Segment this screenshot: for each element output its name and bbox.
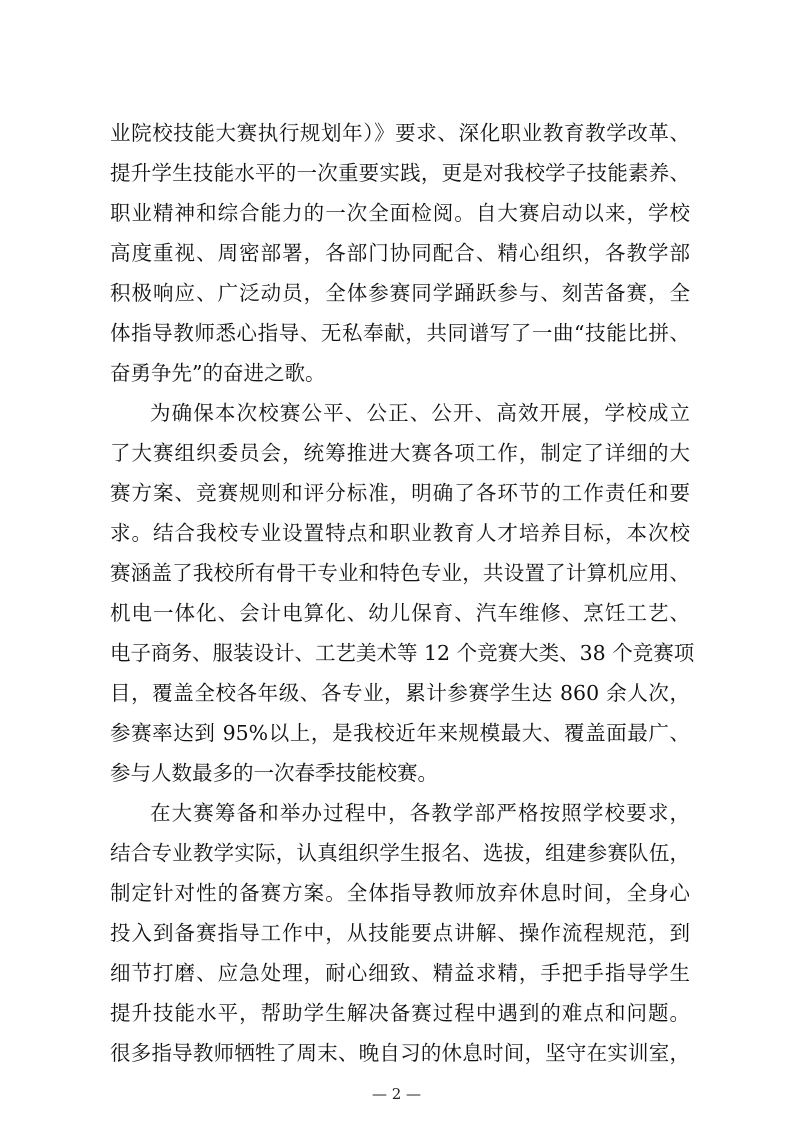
paragraph-3-line-4: 投入到备赛指导工作中，从技能要点讲解、操作流程规范，到 (110, 921, 690, 945)
paragraph-2-line-10: 参与人数最多的一次春季技能校赛。 (110, 761, 438, 785)
page-number: — 2 — (371, 1085, 422, 1103)
paragraph-3-line-7: 很多指导教师牺牲了周末、晚自习的休息时间，坚守在实训室， (110, 1041, 690, 1065)
paragraph-1-line-6: 体指导教师悉心指导、无私奉献，共同谱写了一曲“技能比拼、 (110, 321, 690, 345)
paragraph-3-line-6: 提升技能水平，帮助学生解决备赛过程中遇到的难点和问题。 (110, 1001, 690, 1025)
paragraph-1-line-4: 高度重视、周密部署，各部门协同配合、精心组织，各教学部 (110, 241, 690, 265)
paragraph-2-line-3: 赛方案、竞赛规则和评分标准，明确了各环节的工作责任和要 (110, 481, 690, 505)
paragraph-2-line-6: 机电一体化、会计电算化、幼儿保育、汽车维修、烹饪工艺、 (110, 601, 690, 625)
paragraph-2-line-7: 电子商务、服装设计、工艺美术等 12 个竞赛大类、38 个竞赛项 (110, 641, 695, 665)
paragraph-2-line-4: 求。结合我校专业设置特点和职业教育人才培养目标，本次校 (110, 521, 690, 545)
paragraph-1-line-2: 提升学生技能水平的一次重要实践，更是对我校学子技能素养、 (110, 161, 690, 185)
paragraph-1-line-5: 积极响应、广泛动员，全体参赛同学踊跃参与、刻苦备赛，全 (110, 281, 690, 305)
paragraph-3-line-2: 结合专业教学实际，认真组织学生报名、选拔，组建参赛队伍， (110, 841, 690, 865)
paragraph-3-line-5: 细节打磨、应急处理，耐心细致、精益求精，手把手指导学生 (110, 961, 690, 985)
paragraph-3-line-3: 制定针对性的备赛方案。全体指导教师放弃休息时间，全身心 (110, 881, 690, 905)
paragraph-2-line-8: 目，覆盖全校各年级、各专业，累计参赛学生达 860 余人次， (110, 681, 690, 705)
paragraph-2-line-5: 赛涵盖了我校所有骨干专业和特色专业，共设置了计算机应用、 (110, 561, 690, 585)
paragraph-2-line-1: 为确保本次校赛公平、公正、公开、高效开展，学校成立 (150, 401, 690, 425)
paragraph-3-line-1: 在大赛筹备和举办过程中，各教学部严格按照学校要求， (150, 801, 690, 825)
paragraph-2-line-9: 参赛率达到 95%以上，是我校近年来规模最大、覆盖面最广、 (110, 721, 690, 745)
paragraph-2-line-2: 了大赛组织委员会，统筹推进大赛各项工作，制定了详细的大 (110, 441, 690, 465)
paragraph-1-line-7: 奋勇争先”的奋进之歌。 (110, 361, 326, 385)
paragraph-1-line-1: 业院校技能大赛执行规划年）》要求、深化职业教育教学改革、 (110, 121, 690, 145)
paragraph-1-line-3: 职业精神和综合能力的一次全面检阅。自大赛启动以来，学校 (110, 201, 690, 225)
